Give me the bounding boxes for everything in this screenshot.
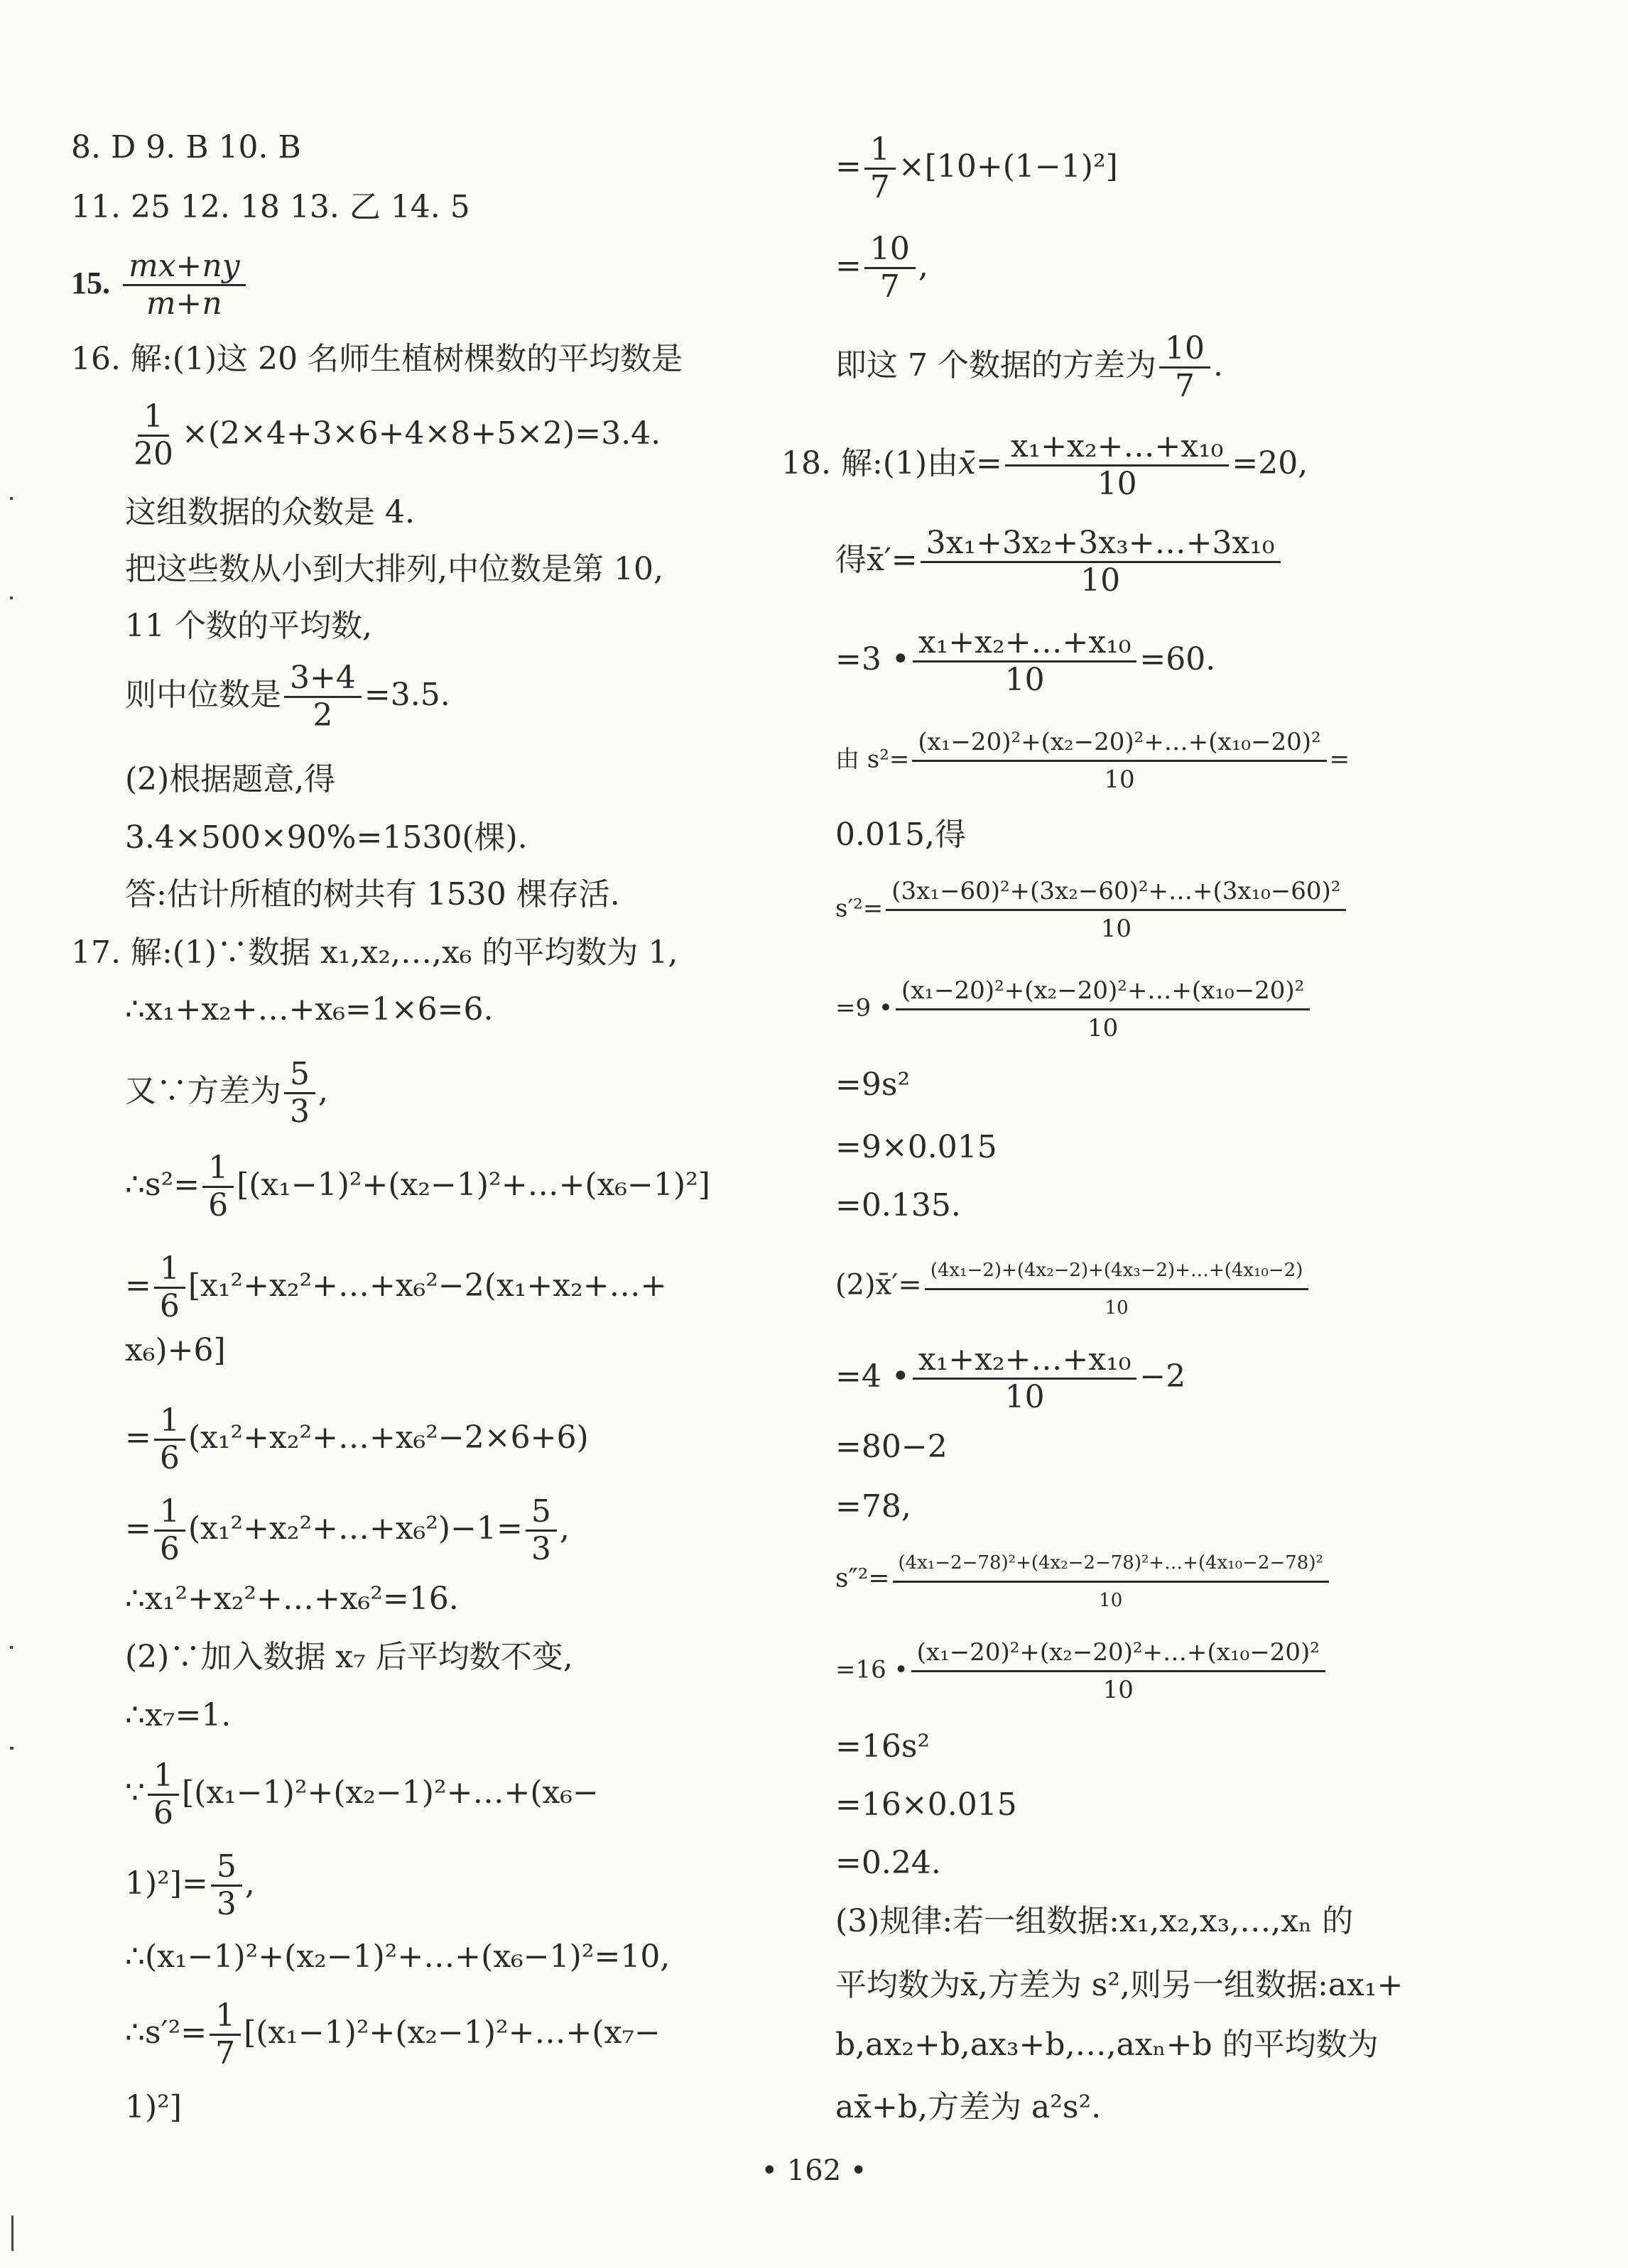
q18-16-times: =16 • $\frac{\text{(x₁−20)²+(x₂−20)²+…+(x₁₀−20)²}}{10}$ — [835, 1635, 1328, 1708]
q18-rule-3: b,ax₂+b,ax₃+b,…,axₙ+b 的平均数为 — [835, 2027, 1379, 2063]
q18-rule-4: ax̄+b,方差为 a²s². — [835, 2089, 1102, 2125]
q18-rule-1: (3)规律:若一组数据:x₁,x₂,x₃,…,xₙ 的 — [835, 1903, 1354, 1939]
q17-expand-1: = $\frac{1}{6}$ [x₁²+x₂²+…+x₆²−2(x₁+x₂+…+ — [125, 1250, 667, 1324]
q17-x7: ∴x₇=1. — [125, 1697, 232, 1733]
scan-dot — [10, 596, 13, 599]
q18-rule-2: 平均数为x̄,方差为 s²,则另一组数据:ax₁+ — [835, 1967, 1404, 2003]
q18-part2-mean: (2)x̄′= $\frac{\text{(4x₁−2)+(4x₂−2)+(4x₃−2)+…+(4x₁₀−2)}}{10}$ — [835, 1253, 1311, 1326]
q18-value: 0.015,得 — [835, 817, 966, 853]
q16-mean-calc: $\frac{1}{20}$ ×(2×4+3×6+4×8+5×2)=3.4. — [134, 398, 661, 472]
q16-heading: 16. 解:(1)这 20 名师生植树棵数的平均数是 — [71, 341, 683, 377]
q18-9-times: =9 • $\frac{\text{(x₁−20)²+(x₂−20)²+…+(x₁₀−20)²}}{10}$ — [835, 973, 1313, 1046]
q17-s7: ∴s′²= $\frac{1}{7}$ [(x₁−1)²+(x₂−1)²+…+(x₇− — [125, 1997, 661, 2071]
answer-15: 15. $\frac{mx+ny}{m+n}$ — [71, 249, 249, 322]
q18-s3: s″²= $\frac{\text{(4x₁−2−78)²+(4x₂−2−78)²+…+(4x₁₀−2−78)²}}{10}$ — [835, 1545, 1332, 1618]
q16-answer: 答:估计所植的树共有 1530 棵存活. — [125, 876, 620, 912]
answers-8-10: 8. D 9. B 10. B — [71, 129, 301, 165]
scan-edge-line — [11, 2215, 13, 2251]
q18-s2-new: s′²= $\frac{\text{(3x₁−60)²+(3x₂−60)²+…+(3x₁₀−60)²}}{10}$ — [835, 873, 1349, 947]
q18-s2-def: 由 s²= $\frac{\text{(x₁−20)²+(x₂−20)²+…+(x₁₀−20)²}}{10}$ = — [835, 724, 1350, 797]
q18-4-times: =4 • $\frac{\text{x₁+x₂+…+x₁₀}}{10}$ −2 — [835, 1341, 1186, 1415]
q18-78: =78, — [835, 1488, 911, 1525]
q16-mode: 这组数据的众数是 4. — [125, 494, 415, 530]
q18-80: =80−2 — [835, 1429, 948, 1465]
r-variance-result: 即这 7 个数据的方差为 $\frac{10}{7}$ . — [835, 330, 1223, 404]
q18-9s2: =9s² — [835, 1067, 911, 1103]
q17-part2: (2)∵加入数据 x₇ 后平均数不变, — [125, 1639, 573, 1675]
q16-part2: (2)根据题意,得 — [125, 761, 336, 797]
q18-heading: 18. 解:(1)由x̄= $\frac{\text{x₁+x₂+…+x₁₀}}{10}$ =20, — [781, 428, 1308, 502]
q17-s7-cont: 1)²] — [125, 2089, 182, 2125]
q16-sort-1: 把这些数从小到大排列,中位数是第 10, — [125, 551, 663, 587]
q18-16s2: =16s² — [835, 1728, 930, 1765]
scan-dot — [10, 497, 13, 500]
q18-16r: =0.24. — [835, 1845, 941, 1881]
q17-expand-2: = $\frac{1}{6}$ (x₁²+x₂²+…+x₆²−2×6+6) — [125, 1402, 589, 1476]
q17-heading: 17. 解:(1)∵数据 x₁,x₂,…,x₆ 的平均数为 1, — [71, 934, 678, 971]
q17-expand-3: = $\frac{1}{6}$ (x₁²+x₂²+…+x₆²)−1= $\frac{5}{3}$ , — [125, 1493, 570, 1567]
q17-expand-1-cont: x₆)+6] — [125, 1332, 226, 1368]
r-eq-2: = $\frac{10}{7}$ , — [835, 231, 928, 305]
q16-sort-2: 11 个数的平均数, — [125, 608, 372, 644]
q17-sum2: ∴(x₁−1)²+(x₂−1)²+…+(x₆−1)²=10, — [125, 1939, 671, 1975]
q18-9r: =0.135. — [835, 1187, 961, 1223]
q17-because: ∵ $\frac{1}{6}$ [(x₁−1)²+(x₂−1)²+…+(x₆− — [125, 1757, 599, 1831]
answers-11-14: 11. 25 12. 18 13. 乙 14. 5 — [71, 189, 470, 225]
q18-16x: =16×0.015 — [835, 1787, 1017, 1823]
q17-sum: ∴x₁+x₂+…+x₆=1×6=6. — [125, 991, 494, 1027]
q16-median: 则中位数是 $\frac{3+4}{2}$ =3.5. — [125, 660, 450, 734]
q18-mean-60: =3 • $\frac{\text{x₁+x₂+…+x₁₀}}{10}$ =60. — [835, 624, 1216, 698]
q17-variance: 又∵方差为 $\frac{5}{3}$ , — [125, 1056, 328, 1130]
q17-because-cont: 1)²]= $\frac{5}{3}$ , — [125, 1848, 255, 1922]
r-eq-1: = $\frac{1}{7}$ ×[10+(1−1)²] — [835, 131, 1118, 205]
q18-new-mean: 得x̄′= $\frac{\text{3x₁+3x₂+3x₃+…+3x₁₀}}{10}$ — [835, 525, 1284, 599]
scan-dot — [10, 1747, 13, 1750]
q17-result: ∴x₁²+x₂²+…+x₆²=16. — [125, 1581, 459, 1617]
page-number: • 162 • — [761, 2154, 867, 2187]
scan-dot — [10, 1646, 13, 1649]
q18-9x: =9×0.015 — [835, 1129, 997, 1165]
q17-s2: ∴s²= $\frac{1}{6}$ [(x₁−1)²+(x₂−1)²+…+(x₆−1)²] — [125, 1150, 710, 1223]
q16-calc: 3.4×500×90%=1530(棵). — [125, 819, 528, 856]
